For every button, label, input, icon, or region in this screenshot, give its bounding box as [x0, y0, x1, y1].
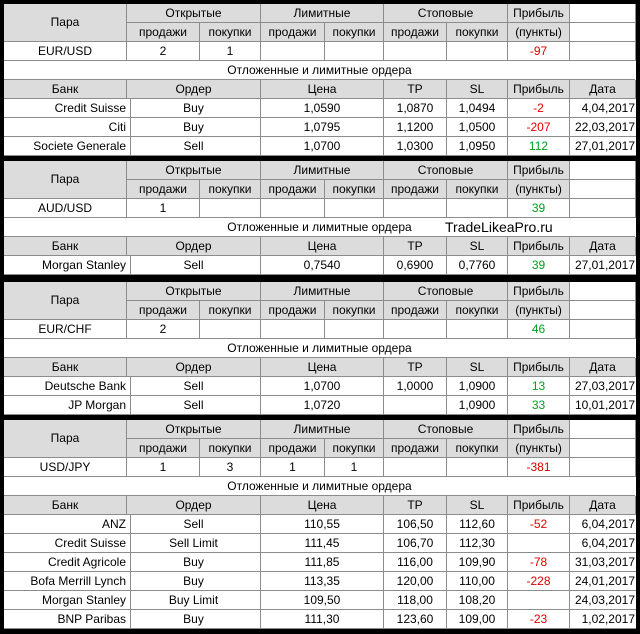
pair-profit[interactable]: 46	[508, 320, 570, 339]
stop-header: Стоповые	[384, 161, 508, 180]
stop-header: Стоповые	[384, 4, 508, 23]
subheader-buy: покупки	[325, 439, 384, 458]
orders-header-date: Дата	[570, 496, 636, 515]
bank-name[interactable]: Bofa Merrill Lynch	[4, 572, 131, 591]
subheader-buy: покупки	[325, 180, 384, 199]
order-profit[interactable]: 33	[508, 396, 570, 415]
order-tp[interactable]: 1,0300	[384, 137, 447, 156]
pair-name[interactable]: EUR/USD	[4, 42, 127, 61]
value-open-buy[interactable]	[200, 199, 261, 218]
value-limit-buy[interactable]	[325, 42, 384, 61]
limit-header: Лимитные	[261, 4, 384, 23]
order-price[interactable]: 111,85	[261, 553, 384, 572]
bank-name[interactable]: Credit Suisse	[4, 534, 131, 553]
bank-name[interactable]: Credit Suisse	[4, 99, 131, 118]
value-limit-sell[interactable]	[261, 320, 325, 339]
orders-header-tp: TP	[384, 80, 447, 99]
value-limit-sell[interactable]: 1	[261, 458, 325, 477]
order-profit[interactable]: -23	[508, 610, 570, 629]
value-open-sell[interactable]: 1	[127, 458, 200, 477]
order-tp[interactable]	[384, 396, 447, 415]
value-limit-sell[interactable]	[261, 42, 325, 61]
orders-header-profit: Прибыль	[508, 496, 570, 515]
order-price[interactable]: 1,0700	[261, 377, 384, 396]
orders-title-row	[4, 61, 636, 80]
orders-header-row	[4, 496, 636, 515]
orders-title: Отложенные и лимитные ордера	[4, 218, 635, 237]
value-stop-buy[interactable]	[447, 42, 508, 61]
orders-title-row	[4, 339, 636, 358]
open-header: Открытые	[127, 420, 261, 439]
empty-cell[interactable]	[570, 458, 636, 477]
orders-header-order: Ордер	[127, 237, 261, 256]
value-stop-buy[interactable]	[447, 320, 508, 339]
profit-header: Прибыль	[508, 420, 570, 439]
limit-header: Лимитные	[261, 282, 384, 301]
order-sl[interactable]: 112,60	[447, 515, 508, 534]
value-stop-buy[interactable]	[447, 199, 508, 218]
order-row	[4, 515, 636, 534]
bank-name[interactable]: Morgan Stanley	[4, 256, 131, 275]
profit-header: Прибыль	[508, 282, 570, 301]
order-row	[4, 396, 636, 415]
order-tp[interactable]: 1,0870	[384, 99, 447, 118]
orders-header-order: Ордер	[127, 496, 261, 515]
value-open-sell[interactable]: 2	[127, 320, 200, 339]
pair-section	[4, 161, 636, 275]
order-sl[interactable]: 112,30	[447, 534, 508, 553]
subheader-sell: продажи	[127, 180, 200, 199]
order-profit[interactable]: -52	[508, 515, 570, 534]
order-sl[interactable]: 1,0900	[447, 377, 508, 396]
orders-header-tp: TP	[384, 237, 447, 256]
order-tp[interactable]: 106,50	[384, 515, 447, 534]
limit-header: Лимитные	[261, 161, 384, 180]
order-row	[4, 553, 636, 572]
profit-header: Прибыль	[508, 161, 570, 180]
value-stop-sell[interactable]	[384, 320, 447, 339]
points-header: (пункты)	[508, 301, 570, 320]
order-date[interactable]: 1,02,2017	[570, 610, 636, 629]
order-row	[4, 118, 636, 137]
orders-header-row	[4, 80, 636, 99]
bank-name[interactable]: Credit Agricole	[4, 553, 131, 572]
value-limit-buy[interactable]	[325, 320, 384, 339]
orders-header-sl: SL	[447, 358, 508, 377]
order-profit[interactable]: -207	[508, 118, 570, 137]
order-tp[interactable]: 118,00	[384, 591, 447, 610]
bank-name[interactable]: JP Morgan	[4, 396, 131, 415]
subheader-sell: продажи	[127, 439, 200, 458]
order-sl[interactable]: 1,0950	[447, 137, 508, 156]
order-type[interactable]: Sell	[127, 515, 261, 534]
order-sl[interactable]: 1,0900	[447, 396, 508, 415]
order-row	[4, 377, 636, 396]
subheader-buy: покупки	[325, 23, 384, 42]
orders-header-sl: SL	[447, 496, 508, 515]
orders-header-sl: SL	[447, 237, 508, 256]
order-type[interactable]: Buy	[127, 118, 261, 137]
pair-row	[4, 42, 636, 61]
value-open-buy[interactable]: 3	[200, 458, 261, 477]
order-sl[interactable]: 0,7760	[447, 256, 508, 275]
order-profit[interactable]: 39	[508, 256, 570, 275]
pair-name[interactable]: USD/JPY	[4, 458, 127, 477]
order-type[interactable]: Buy	[127, 610, 261, 629]
header-row	[4, 420, 636, 445]
empty-cell[interactable]	[570, 282, 636, 301]
subheader-sell: продажи	[127, 301, 200, 320]
pair-header: Пара	[4, 420, 127, 458]
orders-header-date: Дата	[570, 237, 636, 256]
order-type[interactable]: Sell Limit	[127, 534, 261, 553]
order-price[interactable]: 110,55	[261, 515, 384, 534]
orders-header-date: Дата	[570, 358, 636, 377]
pair-row	[4, 458, 636, 477]
order-profit[interactable]	[508, 534, 570, 553]
bank-name[interactable]: Deutsche Bank	[4, 377, 131, 396]
empty-cell[interactable]	[570, 199, 636, 218]
order-type[interactable]: Buy Limit	[127, 591, 261, 610]
order-price[interactable]: 111,45	[261, 534, 384, 553]
bank-name[interactable]: BNP Paribas	[4, 610, 131, 629]
pair-row	[4, 199, 636, 218]
profit-header: Прибыль	[508, 4, 570, 23]
order-profit[interactable]: 13	[508, 377, 570, 396]
order-tp[interactable]: 1,1200	[384, 118, 447, 137]
orders-title: Отложенные и лимитные ордера	[4, 477, 635, 496]
bank-name[interactable]: ANZ	[4, 515, 131, 534]
subheader-buy: покупки	[447, 23, 508, 42]
empty-cell[interactable]	[570, 4, 636, 23]
order-tp[interactable]: 1,0000	[384, 377, 447, 396]
subheader-sell: продажи	[261, 23, 325, 42]
pair-section	[4, 4, 636, 156]
orders-header-bank: Банк	[4, 496, 127, 515]
open-header: Открытые	[127, 161, 261, 180]
empty-cell[interactable]	[570, 23, 636, 42]
order-profit[interactable]: -78	[508, 553, 570, 572]
orders-header-order: Ордер	[127, 358, 261, 377]
orders-header-bank: Банк	[4, 237, 127, 256]
order-type[interactable]: Sell	[127, 137, 261, 156]
pair-profit[interactable]: -97	[508, 42, 570, 61]
orders-header-profit: Прибыль	[508, 237, 570, 256]
orders-header-profit: Прибыль	[508, 80, 570, 99]
orders-title-row	[4, 477, 636, 496]
subheader-buy: покупки	[200, 439, 261, 458]
stop-header: Стоповые	[384, 282, 508, 301]
subheader-sell: продажи	[384, 180, 447, 199]
order-price[interactable]: 1,0795	[261, 118, 384, 137]
order-type[interactable]: Buy	[127, 99, 261, 118]
pair-header: Пара	[4, 161, 127, 199]
order-price[interactable]: 1,0590	[261, 99, 384, 118]
bank-name[interactable]: Citi	[4, 118, 131, 137]
order-date[interactable]: 6,04,2017	[570, 534, 636, 553]
value-limit-buy[interactable]: 1	[325, 458, 384, 477]
subheader-row	[4, 180, 636, 199]
orders-header-sl: SL	[447, 80, 508, 99]
subheader-buy: покупки	[447, 301, 508, 320]
orders-header-bank: Банк	[4, 358, 127, 377]
pair-profit[interactable]: -381	[508, 458, 570, 477]
bank-name[interactable]: Societe Generale	[4, 137, 131, 156]
order-tp[interactable]: 123,60	[384, 610, 447, 629]
subheader-sell: продажи	[261, 180, 325, 199]
order-date[interactable]: 24,01,2017	[570, 572, 636, 591]
order-date[interactable]: 27,01,2017	[570, 256, 636, 275]
order-tp[interactable]: 106,70	[384, 534, 447, 553]
value-open-buy[interactable]	[200, 320, 261, 339]
subheader-buy: покупки	[200, 301, 261, 320]
order-price[interactable]: 1,0720	[261, 396, 384, 415]
pair-section	[4, 282, 636, 415]
order-tp[interactable]: 120,00	[384, 572, 447, 591]
value-open-sell[interactable]: 2	[127, 42, 200, 61]
header-row	[4, 161, 636, 186]
empty-cell[interactable]	[570, 180, 636, 199]
orders-header-price: Цена	[261, 237, 384, 256]
value-limit-sell[interactable]	[261, 199, 325, 218]
orders-title: Отложенные и лимитные ордера	[4, 339, 635, 358]
orders-header-row	[4, 358, 636, 377]
subheader-sell: продажи	[127, 23, 200, 42]
subheader-sell: продажи	[384, 439, 447, 458]
order-profit[interactable]	[508, 591, 570, 610]
orders-header-bank: Банк	[4, 80, 127, 99]
empty-cell[interactable]	[570, 301, 636, 320]
order-profit[interactable]: -228	[508, 572, 570, 591]
subheader-buy: покупки	[200, 180, 261, 199]
orders-header-tp: TP	[384, 496, 447, 515]
orders-header-profit: Прибыль	[508, 358, 570, 377]
orders-title: Отложенные и лимитные ордера	[4, 61, 635, 80]
limit-header: Лимитные	[261, 420, 384, 439]
open-header: Открытые	[127, 4, 261, 23]
empty-cell[interactable]	[570, 42, 636, 61]
header-row	[4, 4, 636, 29]
open-header: Открытые	[127, 282, 261, 301]
order-date[interactable]: 6,04,2017	[570, 515, 636, 534]
pair-row	[4, 320, 636, 339]
order-type[interactable]: Sell	[127, 377, 261, 396]
subheader-sell: продажи	[261, 301, 325, 320]
order-tp[interactable]: 0,6900	[384, 256, 447, 275]
order-sl[interactable]: 1,0500	[447, 118, 508, 137]
order-price[interactable]: 113,35	[261, 572, 384, 591]
order-date[interactable]: 10,01,2017	[570, 396, 636, 415]
value-stop-buy[interactable]	[447, 458, 508, 477]
value-stop-sell[interactable]	[384, 199, 447, 218]
subheader-sell: продажи	[384, 301, 447, 320]
order-date[interactable]: 27,01,2017	[570, 137, 636, 156]
pair-name[interactable]: EUR/CHF	[4, 320, 127, 339]
points-header: (пункты)	[508, 23, 570, 42]
order-sl[interactable]: 1,0494	[447, 99, 508, 118]
subheader-sell: продажи	[384, 23, 447, 42]
order-type[interactable]: Sell	[127, 396, 261, 415]
order-profit[interactable]: -2	[508, 99, 570, 118]
watermark-text: TradeLikeaPro.ru	[445, 219, 553, 235]
order-date[interactable]: 31,03,2017	[570, 553, 636, 572]
value-stop-sell[interactable]	[384, 458, 447, 477]
order-tp[interactable]: 116,00	[384, 553, 447, 572]
header-row	[4, 282, 636, 307]
order-date[interactable]: 27,03,2017	[570, 377, 636, 396]
pair-profit[interactable]: 39	[508, 199, 570, 218]
value-open-sell[interactable]: 1	[127, 199, 200, 218]
order-date[interactable]: 24,03,2017	[570, 591, 636, 610]
subheader-row	[4, 23, 636, 42]
empty-cell[interactable]	[570, 161, 636, 180]
order-sl[interactable]: 109,90	[447, 553, 508, 572]
subheader-buy: покупки	[447, 180, 508, 199]
value-limit-buy[interactable]	[325, 199, 384, 218]
empty-cell[interactable]	[570, 420, 636, 439]
order-price[interactable]: 0,7540	[261, 256, 384, 275]
order-sl[interactable]: 110,00	[447, 572, 508, 591]
order-row	[4, 137, 636, 156]
orders-header-date: Дата	[570, 80, 636, 99]
subheader-sell: продажи	[261, 439, 325, 458]
order-date[interactable]: 4,04,2017	[570, 99, 636, 118]
orders-header-price: Цена	[261, 358, 384, 377]
subheader-row	[4, 439, 636, 458]
pair-header: Пара	[4, 4, 127, 42]
orders-header-row	[4, 237, 636, 256]
order-row	[4, 591, 636, 610]
orders-header-price: Цена	[261, 80, 384, 99]
subheader-row	[4, 301, 636, 320]
pair-header: Пара	[4, 282, 127, 320]
order-row	[4, 572, 636, 591]
order-row	[4, 610, 636, 629]
order-profit[interactable]: 112	[508, 137, 570, 156]
order-type[interactable]: Buy	[127, 572, 261, 591]
value-open-buy[interactable]: 1	[200, 42, 261, 61]
empty-cell[interactable]	[570, 320, 636, 339]
order-type[interactable]: Sell	[127, 256, 261, 275]
order-sl[interactable]: 109,00	[447, 610, 508, 629]
order-sl[interactable]: 108,20	[447, 591, 508, 610]
orders-header-tp: TP	[384, 358, 447, 377]
orders-header-price: Цена	[261, 496, 384, 515]
pair-section	[4, 420, 636, 629]
bank-name[interactable]: Morgan Stanley	[4, 591, 131, 610]
pair-name[interactable]: AUD/USD	[4, 199, 127, 218]
order-date[interactable]: 22,03,2017	[570, 118, 636, 137]
order-price[interactable]: 109,50	[261, 591, 384, 610]
orders-header-order: Ордер	[127, 80, 261, 99]
subheader-buy: покупки	[200, 23, 261, 42]
value-stop-sell[interactable]	[384, 42, 447, 61]
order-row	[4, 99, 636, 118]
order-row	[4, 256, 636, 275]
order-row	[4, 534, 636, 553]
order-price[interactable]: 1,0700	[261, 137, 384, 156]
order-price[interactable]: 111,30	[261, 610, 384, 629]
points-header: (пункты)	[508, 439, 570, 458]
stop-header: Стоповые	[384, 420, 508, 439]
subheader-buy: покупки	[325, 301, 384, 320]
subheader-buy: покупки	[447, 439, 508, 458]
empty-cell[interactable]	[570, 439, 636, 458]
order-type[interactable]: Buy	[127, 553, 261, 572]
points-header: (пункты)	[508, 180, 570, 199]
